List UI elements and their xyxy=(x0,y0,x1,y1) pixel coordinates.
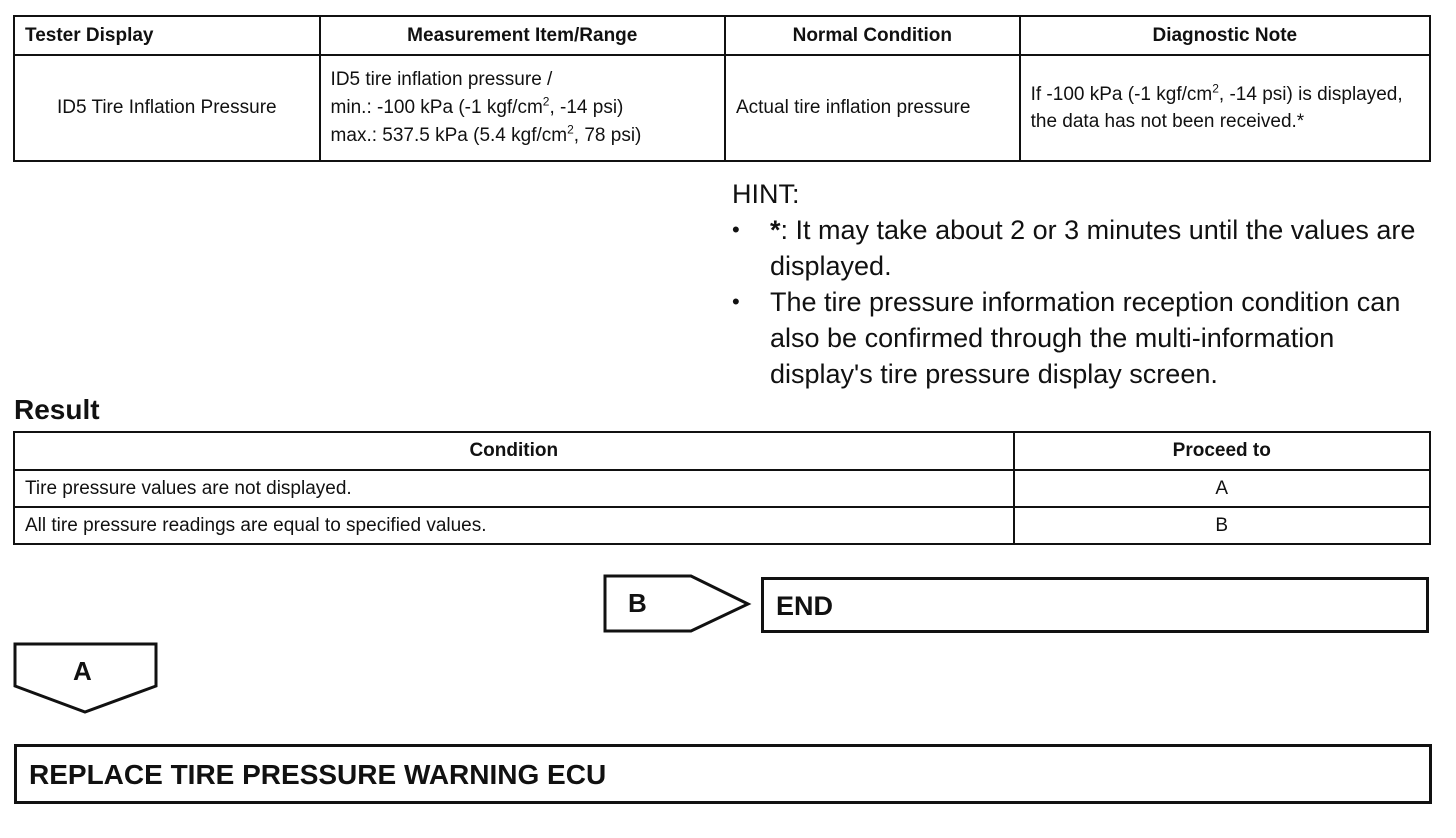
header-diagnostic-note: Diagnostic Note xyxy=(1020,16,1430,55)
bullet-icon: • xyxy=(732,217,740,242)
table-row xyxy=(14,55,1430,161)
bullet-icon: • xyxy=(732,289,740,314)
result-header-row xyxy=(14,432,1430,470)
table-row xyxy=(14,507,1430,544)
condition-cell: All tire pressure readings are equal to specified values. xyxy=(14,507,1014,544)
header-condition: Condition xyxy=(14,432,1014,470)
cell-diagnostic-note: If -100 kPa (-1 kgf/$cm^2$, -14 psi) is displayed, the data has not been received.* xyxy=(1020,55,1430,161)
condition-cell: Tire pressure values are not displayed. xyxy=(14,470,1014,507)
range-line-1: ID5 tire inflation pressure / xyxy=(330,69,553,90)
result-table xyxy=(13,431,1431,545)
range-max: max.: 537.5 kPa (5.4 kgf/$cm^2$, 78 psi) xyxy=(330,122,642,146)
measurement-table xyxy=(13,15,1431,162)
end-box: END xyxy=(761,577,1429,633)
header-proceed-to: Proceed to xyxy=(1014,432,1430,470)
proceed-cell: A xyxy=(1014,470,1430,507)
result-heading: Result xyxy=(14,394,100,425)
hint-item: • *: It may take about 2 or 3 minutes until the values are displayed. xyxy=(732,212,1442,284)
range-min: min.: -100 kPa (-1 kgf/$cm^2$, -14 psi) xyxy=(330,94,624,118)
hint-list xyxy=(732,212,1442,392)
table-header-row xyxy=(14,16,1430,55)
branch-a-label: A xyxy=(73,656,92,686)
table-row xyxy=(14,470,1430,507)
cell-tester-display: ID5 Tire Inflation Pressure xyxy=(14,55,320,161)
header-normal-condition: Normal Condition xyxy=(725,16,1020,55)
cell-measurement-range xyxy=(320,55,725,161)
replace-ecu-box: REPLACE TIRE PRESSURE WARNING ECU xyxy=(14,744,1432,804)
hint-block xyxy=(732,176,1442,392)
proceed-cell: B xyxy=(1014,507,1430,544)
branch-b-arrow xyxy=(603,574,753,634)
header-tester-display: Tester Display xyxy=(14,16,320,55)
header-measurement-item: Measurement Item/Range xyxy=(320,16,725,55)
cell-normal-condition: Actual tire inflation pressure xyxy=(725,55,1020,161)
branch-b-label: B xyxy=(628,588,647,618)
hint-title: HINT: xyxy=(732,179,800,209)
hint-item: • The tire pressure information reception condition can also be confirmed through the multi-information display's tire pressure display screen. xyxy=(732,284,1442,392)
